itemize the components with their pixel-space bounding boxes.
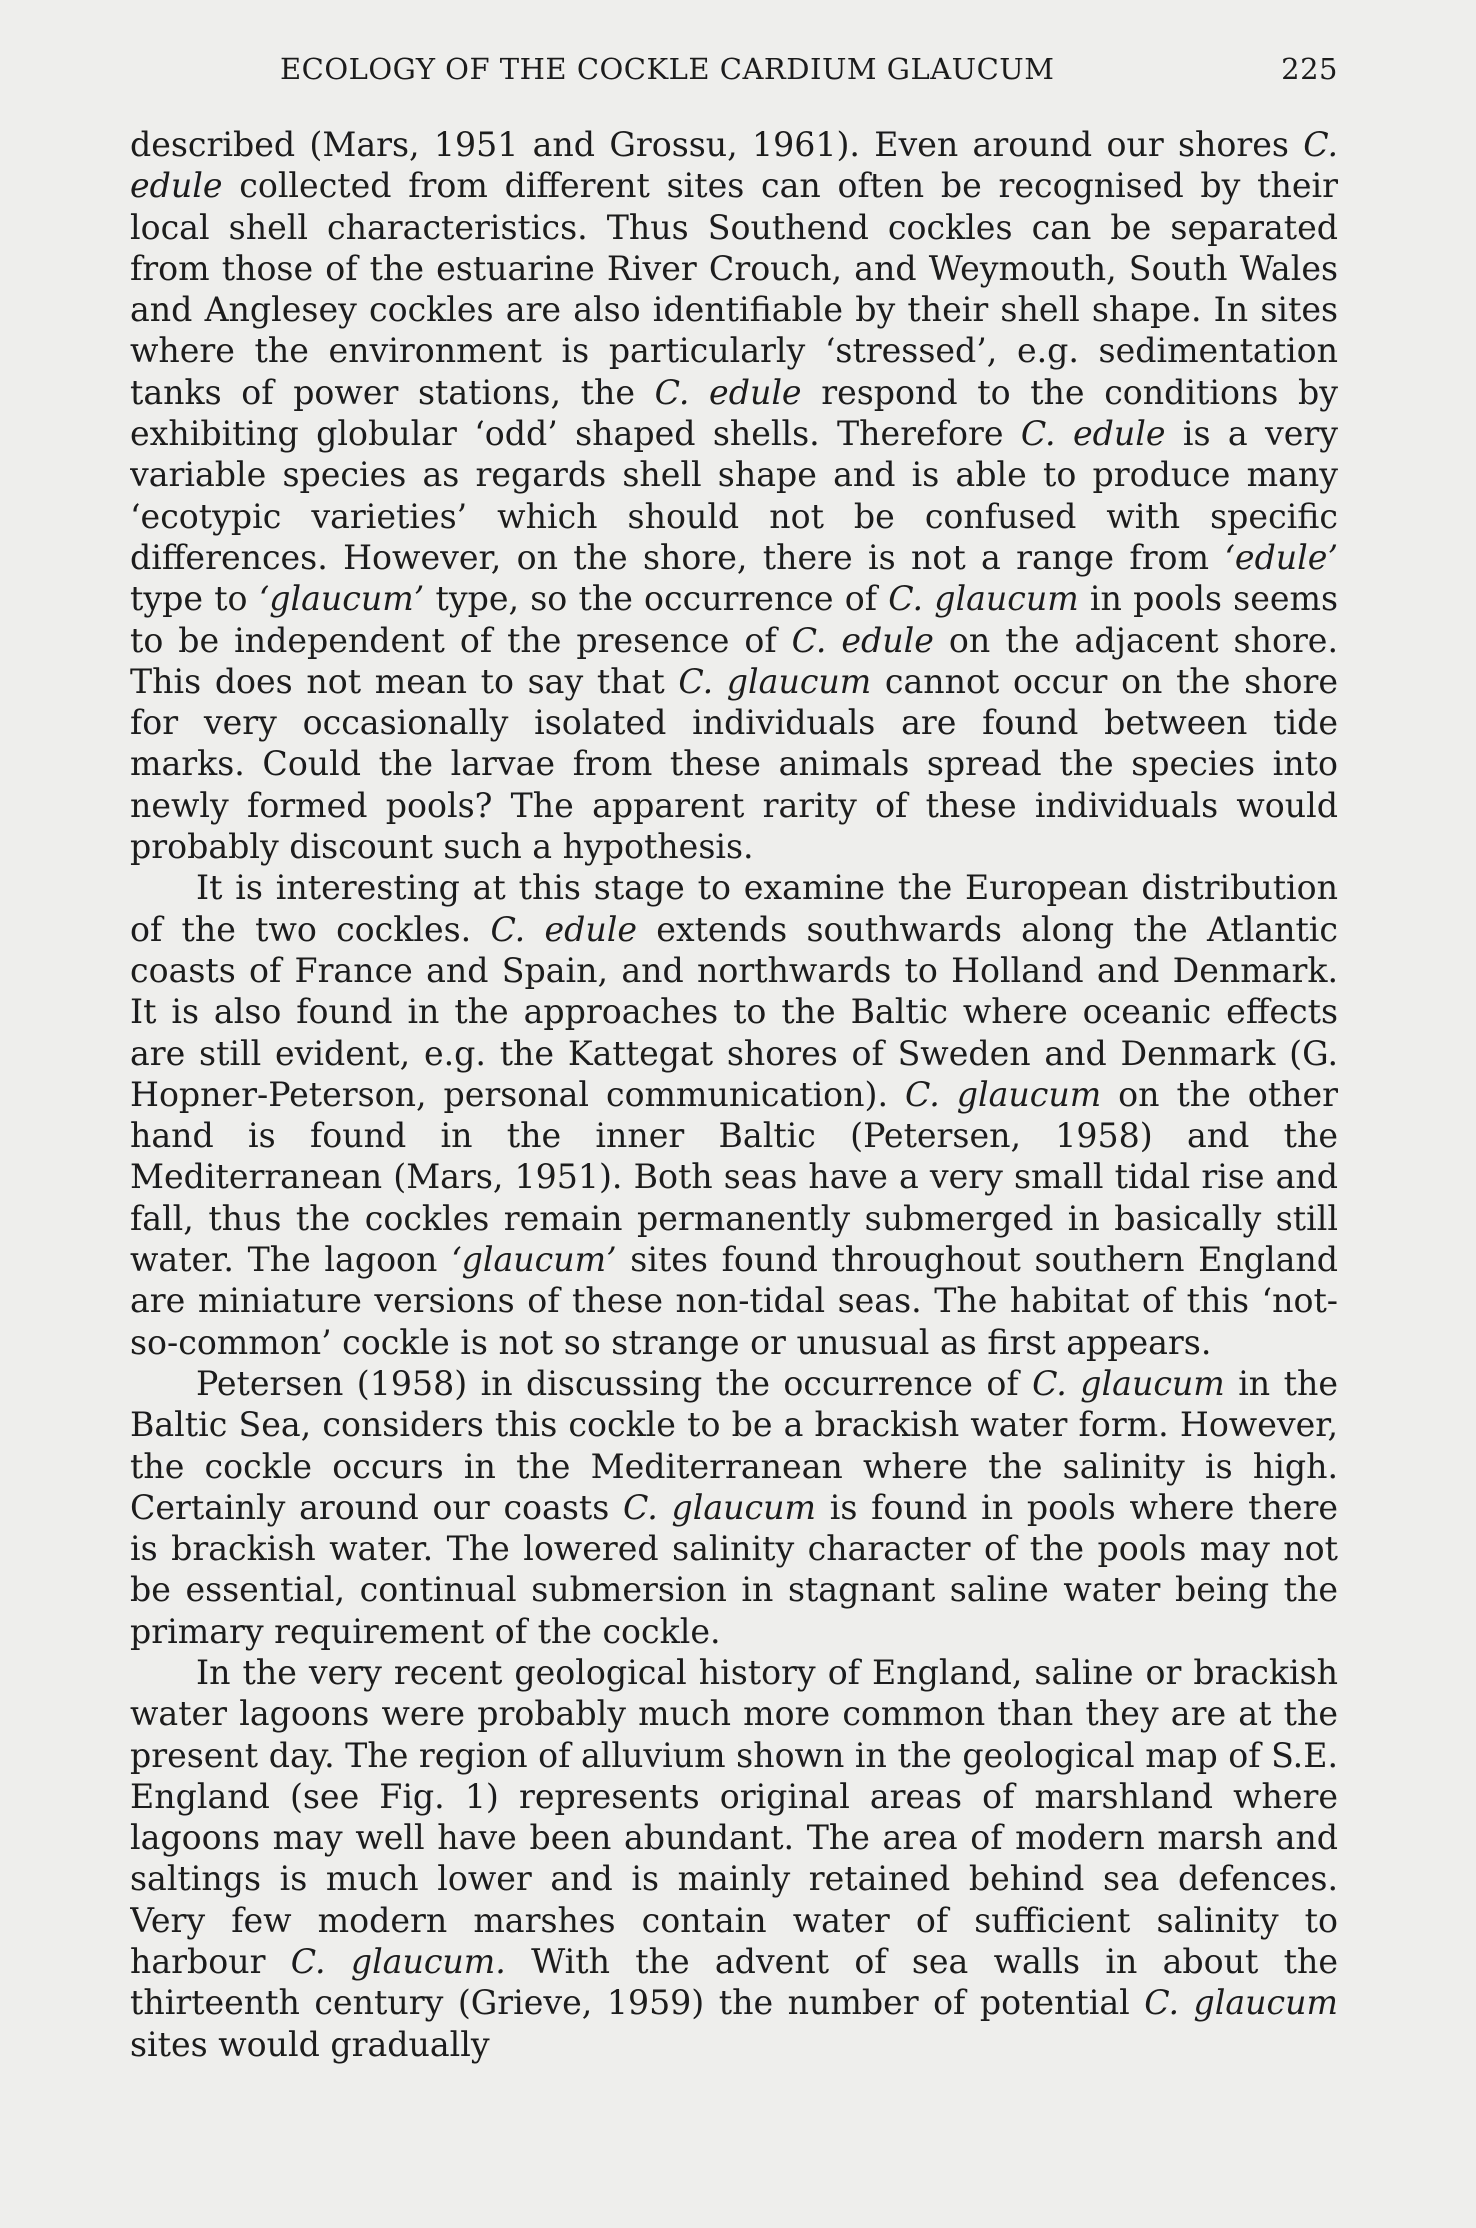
text-run: collected from different sites can often be recognised by their local shell characteristics. Thus Southend cockles can be separated from those of the estuarine River Crouch, and Weymouth, South Wales and Anglesey cockles are also identifiable by their shell shape. In sites where the environment is particularly ‘stressed’, e.g. sedimentation tanks of power stations, the [130,166,1338,412]
running-head [130,46,1338,106]
running-title: ECOLOGY OF THE COCKLE CARDIUM GLAUCUM [280,52,1055,86]
text-run: type to [130,579,259,619]
text-run: described (Mars, 1951 and Grossu, 1961). Even around our shores [130,125,1304,164]
text-run: respond to the conditions by exhibiting globular ‘odd’ shaped shells. Therefore [130,372,1338,454]
italic-term: C. glaucum [678,661,872,701]
italic-term: C. glaucum [1032,1363,1225,1403]
paragraph [130,124,1338,867]
italic-term: ‘edule’ [1224,537,1338,577]
text-run: sites found throughout southern England are miniature versions of these non-tidal seas. The habitat of this ‘not-so-common’ cockle is not so strange or unusual as first appears. [130,1240,1338,1362]
text-run: is a very variable species as regards shell shape and is able to produce many ‘ecotypic varieties’ which should not be confused with specific differences. However, on the shore, there is not a range from [130,414,1338,577]
body-text [130,124,1338,2194]
paragraph [130,867,1338,1363]
text-run: is found in pools where there is brackish water. The lowered salinity character of the pools may not be essential, continual submersion in stagnant saline water being the primary requirement of the cockle. [130,1487,1338,1651]
italic-term: C. edule [1020,414,1166,454]
italic-term: C. edule [654,372,802,412]
italic-term: C. edule [130,125,1338,206]
text-run: With the advent of sea walls in about the thirteenth century (Grieve, 1959) the number of potential [130,1942,1338,2023]
text-run: cannot occur on the shore for very occasionally isolated individuals are found between tide marks. Could the larvae from these animals spread the species into newly formed pools? The apparent rarity of these individuals would probably discount such a hypothesis. [130,661,1338,867]
text-run: It is interesting at this stage to examine the European distribution of the two cockles. [130,868,1338,949]
italic-term: C. edule [791,620,934,660]
text-run: extends southwards along the Atlantic coasts of France and Spain, and northwards to Holland and Denmark. It is also found in the approaches to the Baltic where oceanic effects are still evident, e.g. the Kattegat shores of Sweden and Denmark (G. Hopner-Peterson, personal communication). [130,909,1338,1114]
text-run: on the other hand is found in the inner Baltic (Petersen, 1958) and the Mediterranean (Mars, 1951). Both seas have a very small tidal rise and fall, thus the cockles remain permanently submerged in basically still water. The lagoon [130,1074,1338,1280]
paragraph [130,1363,1338,1652]
text-run: In the very recent geological history of England, saline or brackish water lagoons were probably much more common than they are at the present day. The region of alluvium shown in the geological map of S.E. England (see Fig. 1) represents original areas of marshland where lagoons may well have been abundant. The area of modern marsh and saltings is much lower and is mainly retained behind sea defences. Very few modern marshes contain water of sufficient salinity to harbour [130,1652,1338,1982]
italic-term: ‘glaucum’ [451,1240,617,1280]
text-run: sites would gradually [130,2024,490,2064]
italic-term: C. glaucum [622,1487,816,1527]
italic-term: C. glaucum [1144,1983,1338,2023]
paragraph [130,1652,1338,2065]
text-run: in pools seems to be independent of the presence of [130,579,1338,660]
text-run: Petersen (1958) in discussing the occurrence of [196,1363,1033,1403]
text-run: type, so the occurrence of [424,579,889,619]
italic-term: C. edule [490,909,637,949]
italic-term: ‘glaucum’ [258,579,425,619]
italic-term: C. glaucum [888,579,1079,619]
italic-term: C. glaucum [905,1074,1102,1114]
text-run: on the adjacent shore. This does not mean to say that [130,620,1338,701]
text-run: in the Baltic Sea, considers this cockle to be a brackish water form. However, the cockle occurs in the Mediterranean where the salinity is high. Certainly around our coasts [130,1363,1338,1527]
page-number: 225 [1281,52,1338,86]
italic-term: C. glaucum. [290,1942,506,1982]
